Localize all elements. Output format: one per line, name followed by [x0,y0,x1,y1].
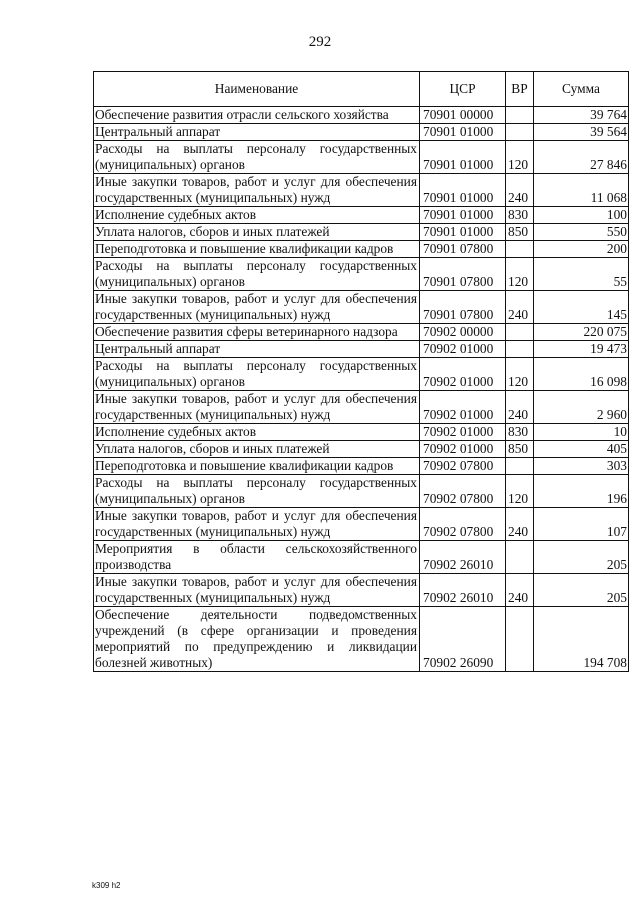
table-row [94,291,629,324]
cell-vr: 850 [506,441,534,458]
cell-name: Исполнение судебных актов [94,424,420,441]
cell-csr: 70902 07800 [420,475,506,508]
cell-vr [506,341,534,358]
cell-csr: 70902 00000 [420,324,506,341]
cell-csr: 70901 01000 [420,207,506,224]
cell-csr: 70901 07800 [420,291,506,324]
table-header-row [94,72,629,107]
table-row [94,475,629,508]
cell-sum: 196 [534,475,629,508]
cell-vr [506,241,534,258]
cell-name: Мероприятия в области сельскохозяйственного производства [94,541,420,574]
cell-vr: 240 [506,574,534,607]
cell-sum: 19 473 [534,341,629,358]
budget-table [93,71,629,672]
table-row [94,358,629,391]
cell-csr: 70902 01000 [420,341,506,358]
cell-csr: 70902 01000 [420,441,506,458]
page-number: 292 [308,34,332,50]
cell-vr [506,124,534,141]
cell-csr: 70901 01000 [420,224,506,241]
header-csr: ЦСР [420,72,506,107]
cell-vr: 240 [506,174,534,207]
cell-csr: 70901 07800 [420,241,506,258]
cell-csr: 70901 01000 [420,174,506,207]
cell-sum: 107 [534,508,629,541]
cell-vr [506,107,534,124]
cell-csr: 70901 00000 [420,107,506,124]
cell-vr: 120 [506,358,534,391]
cell-name: Расходы на выплаты персоналу государственных (муниципальных) органов [94,141,420,174]
cell-sum: 55 [534,258,629,291]
table-row [94,174,629,207]
cell-sum: 220 075 [534,324,629,341]
table-row [94,241,629,258]
cell-name: Переподготовка и повышение квалификации кадров [94,458,420,475]
cell-vr: 830 [506,424,534,441]
cell-csr: 70902 26010 [420,574,506,607]
cell-vr: 850 [506,224,534,241]
cell-sum: 100 [534,207,629,224]
cell-vr [506,607,534,672]
cell-csr: 70902 01000 [420,391,506,424]
cell-name: Обеспечение деятельности подведомственных учреждений (в сфере организации и проведения мероприятий по предупреждению и ликвидации болезней животных) [94,607,420,672]
cell-name: Уплата налогов, сборов и иных платежей [94,224,420,241]
cell-sum: 194 708 [534,607,629,672]
header-sum: Сумма [534,72,629,107]
cell-csr: 70901 01000 [420,124,506,141]
cell-sum: 39 764 [534,107,629,124]
cell-name: Расходы на выплаты персоналу государственных (муниципальных) органов [94,258,420,291]
cell-sum: 2 960 [534,391,629,424]
cell-name: Исполнение судебных актов [94,207,420,224]
cell-csr: 70902 07800 [420,458,506,475]
cell-vr: 240 [506,391,534,424]
table-row [94,541,629,574]
cell-name: Иные закупки товаров, работ и услуг для обеспечения государственных (муниципальных) нужд [94,574,420,607]
cell-vr: 830 [506,207,534,224]
table-row [94,324,629,341]
table-row [94,207,629,224]
table-row [94,141,629,174]
cell-sum: 39 564 [534,124,629,141]
cell-csr: 70902 26090 [420,607,506,672]
cell-csr: 70902 26010 [420,541,506,574]
cell-name: Обеспечение развития отрасли сельского хозяйства [94,107,420,124]
cell-vr: 120 [506,141,534,174]
table-row [94,341,629,358]
header-name: Наименование [94,72,420,107]
cell-vr [506,324,534,341]
cell-vr [506,458,534,475]
cell-name: Расходы на выплаты персоналу государственных (муниципальных) органов [94,358,420,391]
cell-vr [506,541,534,574]
table-row [94,574,629,607]
cell-sum: 550 [534,224,629,241]
cell-name: Обеспечение развития сферы ветеринарного надзора [94,324,420,341]
table-row [94,458,629,475]
cell-name: Центральный аппарат [94,124,420,141]
table-row [94,391,629,424]
cell-csr: 70902 01000 [420,424,506,441]
table-row [94,424,629,441]
cell-sum: 11 068 [534,174,629,207]
table-row [94,258,629,291]
cell-csr: 70902 07800 [420,508,506,541]
cell-name: Иные закупки товаров, работ и услуг для обеспечения государственных (муниципальных) нужд [94,291,420,324]
cell-name: Центральный аппарат [94,341,420,358]
table-row [94,508,629,541]
cell-sum: 16 098 [534,358,629,391]
cell-vr: 240 [506,291,534,324]
cell-csr: 70902 01000 [420,358,506,391]
cell-sum: 405 [534,441,629,458]
footer-code: k309 h2 [92,881,121,890]
cell-vr: 240 [506,508,534,541]
cell-name: Переподготовка и повышение квалификации кадров [94,241,420,258]
cell-vr: 120 [506,475,534,508]
cell-sum: 303 [534,458,629,475]
cell-name: Уплата налогов, сборов и иных платежей [94,441,420,458]
table-row [94,607,629,672]
cell-name: Иные закупки товаров, работ и услуг для обеспечения государственных (муниципальных) нужд [94,508,420,541]
cell-csr: 70901 07800 [420,258,506,291]
cell-sum: 200 [534,241,629,258]
table-row [94,107,629,124]
table-row [94,441,629,458]
table-row [94,124,629,141]
cell-vr: 120 [506,258,534,291]
cell-sum: 145 [534,291,629,324]
cell-sum: 205 [534,574,629,607]
cell-name: Расходы на выплаты персоналу государственных (муниципальных) органов [94,475,420,508]
cell-name: Иные закупки товаров, работ и услуг для обеспечения государственных (муниципальных) нужд [94,174,420,207]
cell-name: Иные закупки товаров, работ и услуг для обеспечения государственных (муниципальных) нужд [94,391,420,424]
cell-sum: 27 846 [534,141,629,174]
cell-sum: 10 [534,424,629,441]
table-body [94,107,629,672]
header-vr: ВР [506,72,534,107]
table-row [94,224,629,241]
cell-sum: 205 [534,541,629,574]
cell-csr: 70901 01000 [420,141,506,174]
